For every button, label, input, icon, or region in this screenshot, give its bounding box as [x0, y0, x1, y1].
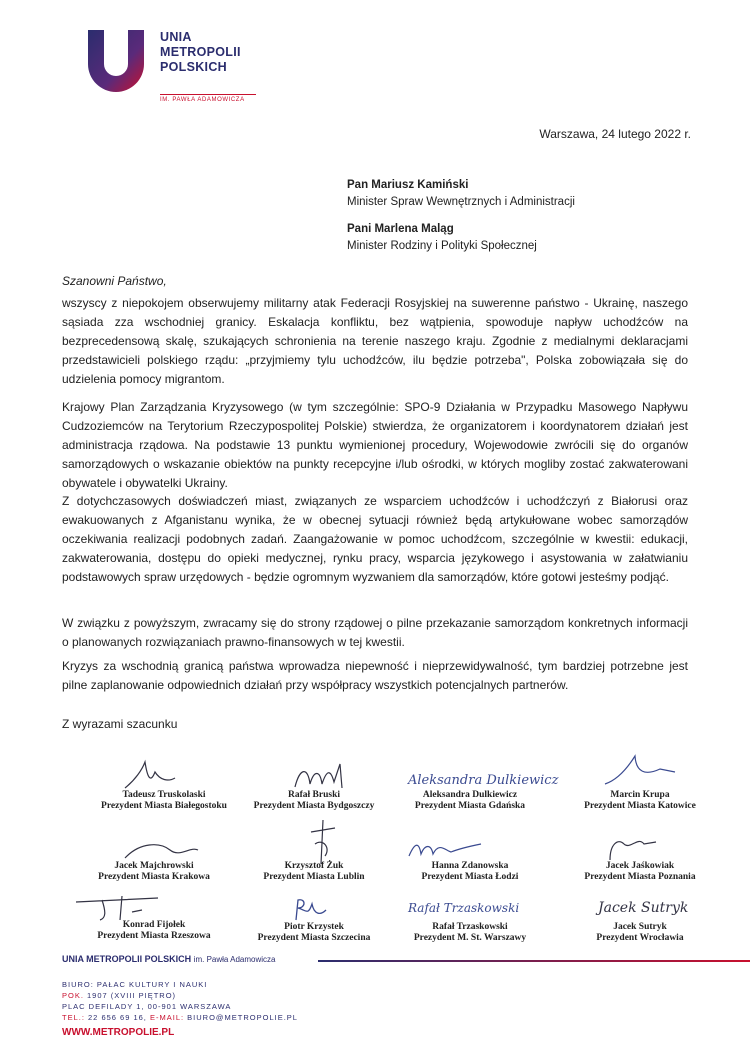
signature-block: Marcin Krupa Prezydent Miasta Katowice [584, 790, 696, 811]
signature-scribble-icon [290, 896, 330, 922]
signature-scribble-icon [598, 892, 689, 920]
footer-contact-line: TEL.: 22 656 69 16, E-MAIL: BIURO@METROPOLIE.PL [62, 1013, 298, 1022]
signature-block: Rafał Trzaskowski Prezydent M. St. Warszawy [413, 922, 527, 943]
recipient-role: Minister Rodziny i Polityki Społecznej [347, 240, 537, 252]
svg-text:Aleksandra Dulkiewicz: Aleksandra Dulkiewicz [408, 773, 559, 788]
recipient-1 [347, 179, 575, 208]
signature-block: Jacek Sutryk Prezydent Wrocławia [596, 922, 684, 943]
recipient-role: Minister Spraw Wewnętrznych i Administracji [347, 196, 575, 208]
signature-block: Hanna Zdanowska Prezydent Miasta Łodzi [421, 861, 519, 882]
signature-block: Jacek Majchrowski Prezydent Miasta Krakowa [98, 861, 210, 882]
svg-text:Jacek Sutryk: Jacek Sutryk [598, 900, 689, 916]
signature-block: Piotr Krzystek Prezydent Miasta Szczecina [257, 922, 371, 943]
signature-block: Konrad Fijołek Prezydent Miasta Rzeszowa [97, 920, 211, 941]
svg-text:Rafał Trzaskowski: Rafał Trzaskowski [408, 901, 520, 915]
signature-scribble-icon [408, 896, 520, 920]
footer-divider [318, 960, 750, 962]
recipient-2 [347, 223, 537, 252]
paragraph-5: Kryzys za wschodnią granicą państwa wprowadza niepewność i nieprzewidywalność, tym bardziej potrzebne jest pilne zaplanowanie odpowiednich działań przy współpracy wszystkich potencjalnych partnerów. [62, 659, 688, 692]
signature-block: Krzysztof Żuk Prezydent Miasta Lublin [263, 861, 365, 882]
closing: Z wyrazami szacunku [62, 717, 178, 731]
signature-scribble-icon [408, 768, 559, 790]
paragraph-2: Krajowy Plan Zarządzania Kryzysowego (w tym szczególnie: SPO-9 Działania w Przypadku Masowego Napływu Cudzoziemców na Terytorium Rzeczypospolitej Polskie) stwierdza, że organizatorem i koordynatorem działań jest administracja rządowa. Na podstawie 13 punktu wymienionej procedury, Wojewodowie zwrócili się do organów samorządowych o wskazanie obiektów na punkty recepcyjne i/lub ośrodki, w których mogliby zostać zakwaterowani obywatele i obywatelki Ukrainy. [62, 400, 688, 490]
footer-address-line: BIURO: PAŁAC KULTURY I NAUKI [62, 980, 208, 989]
footer-address-line: PLAC DEFILADY 1, 00-901 WARSZAWA [62, 1002, 232, 1011]
paragraph-4: W związku z powyższym, zwracamy się do strony rządowej o pilne przekazanie samorządom konkretnych informacji o planowanych rozwiązaniach prawno-finansowych w tej kwestii. [62, 616, 688, 649]
logo-subtitle: IM. PAWŁA ADAMOWICZA [160, 97, 245, 103]
recipient-name: Pan Mariusz Kamiński [347, 179, 469, 191]
paragraph-3: Z dotychczasowych doświadczeń miast, związanych ze wsparciem uchodźców i uchodźczyń z Białorusi oraz ewakuowanych z Afganistanu wynika, że w obecnej sytuacji również będą artykułowane wobec samorządów oczekiwania realizacji podobnych zadań. Zaangażowanie w pomoc uchodźcom, szczególnie w kwestii: edukacji, zakwaterowania, dostępu do opieki medycznej, rynku pracy, wsparcia językowego i asystowania w załatwianiu podstawowych spraw urzędowych - będzie ogromnym wyzwaniem dla samorządów, które gotowi jesteśmy podjąć. [62, 494, 688, 584]
paragraph-1: wszyscy z niepokojem obserwujemy militarny atak Federacji Rosyjskiej na suwerenne państwo - Ukrainę, naszego sąsiada zza wschodniej granicy. Eskalacja konfliktu, bez wątpienia, spowoduje napływ uchodźców na bezprecedensową skalę, szukających schronienia na terenie naszego kraju. Zgodnie z medialnymi deklaracjami przedstawicieli polskiego rządu: „przyjmiemy tylu uchodźców, ilu będzie potrzeba", Polska zobowiązała się do udzielenia pomocy migrantom. [62, 296, 688, 386]
salutation: Szanowni Państwo, [62, 274, 167, 288]
signature-scribble-icon [120, 760, 180, 792]
signature-block: Aleksandra Dulkiewicz Prezydent Miasta Gdańska [414, 790, 526, 811]
footer-address-line: POK. 1907 (XVIII PIĘTRO) [62, 991, 177, 1000]
signature-block: Jacek Jaśkowiak Prezydent Miasta Poznania [584, 861, 696, 882]
footer-website-link[interactable]: WWW.METROPOLIE.PL [62, 1027, 175, 1038]
logo-wordmark: UNIA METROPOLII POLSKICH [160, 30, 241, 74]
signature-scribble-icon [405, 836, 485, 862]
logo-u-mark [86, 30, 146, 92]
signature-scribble-icon [290, 762, 350, 792]
logo-divider [160, 94, 256, 95]
signature-scribble-icon [305, 818, 341, 866]
signature-scribble-icon [600, 754, 680, 788]
signature-block: Rafał Bruski Prezydent Miasta Bydgoszczy [253, 790, 375, 811]
signature-scribble-icon [72, 892, 162, 922]
recipient-name: Pani Marlena Maląg [347, 223, 454, 235]
letter-date: Warszawa, 24 lutego 2022 r. [539, 127, 691, 141]
signature-scribble-icon [600, 834, 660, 862]
signature-block: Tadeusz Truskolaski Prezydent Miasta Białegostoku [101, 790, 227, 811]
footer-title: UNIA METROPOLII POLSKICH im. Pawła Adamowicza [62, 954, 276, 964]
